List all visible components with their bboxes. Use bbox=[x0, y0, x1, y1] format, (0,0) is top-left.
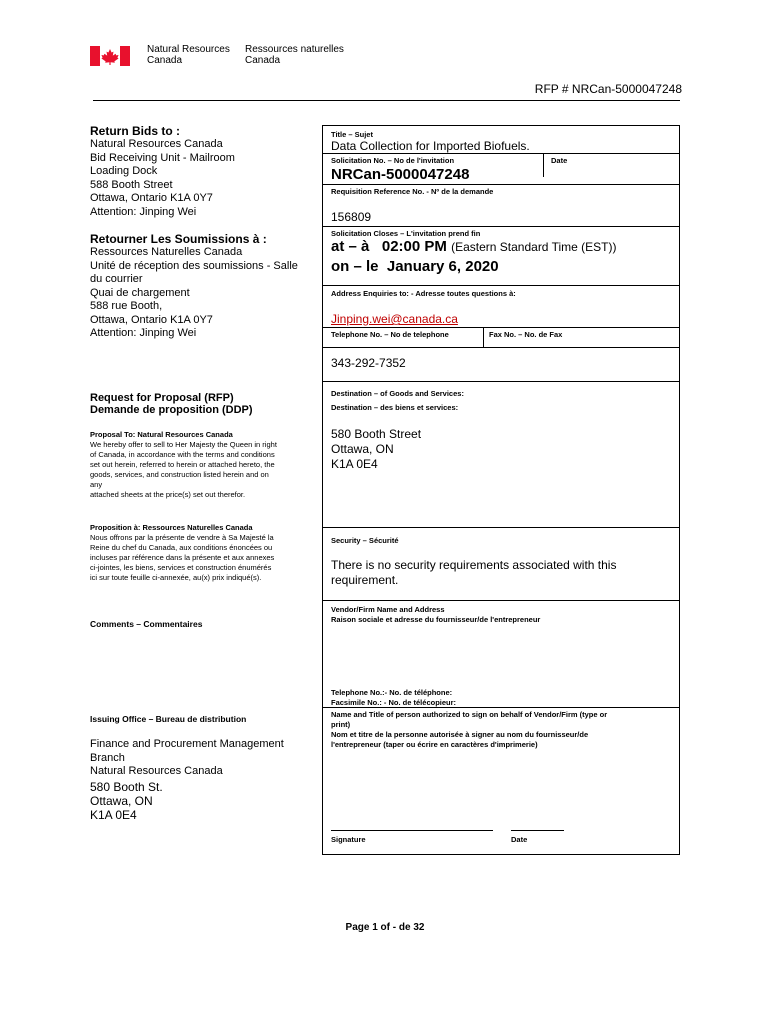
header-divider bbox=[93, 100, 680, 101]
solicitation-label: Solicitation No. – No de l'invitation bbox=[331, 156, 455, 165]
divider bbox=[323, 327, 679, 328]
divider bbox=[323, 381, 679, 382]
vendor-label-fr: Raison sociale et adresse du fournisseur/de l'entrepreneur bbox=[331, 615, 541, 624]
proposal-en-title: Proposal To: Natural Resources Canada bbox=[90, 430, 233, 439]
fax-label: Fax No. – No. de Fax bbox=[489, 330, 563, 339]
proposal-fr-text: Nous offrons par la présente de vendre à Sa Majesté la Reine du chef du Canada, aux conditions énoncées ou incluses par référence dans la présente et aux annexes ci-jointes, les biens, services et construction énumérés ici sur toute feuille ci-annexée, au(x) prix indiqué(s). bbox=[90, 533, 275, 582]
authorized-name-label: Name and Title of person authorized to sign on behalf of Vendor/Firm (type or print) Nom et titre de la personne autorisée à signer au nom du fournisseur/de l'entrepreneur (taper ou écrire en caractères d'imprimerie) bbox=[331, 710, 608, 749]
dept-name-fr: Ressources naturelles Canada bbox=[245, 44, 344, 66]
vendor-telephone-label: Telephone No.:- No. de téléphone: bbox=[331, 688, 453, 697]
comments-label: Comments – Commentaires bbox=[90, 619, 203, 629]
destination-address: 580 Booth Street Ottawa, ON K1A 0E4 bbox=[331, 427, 422, 471]
return-bids-section bbox=[90, 124, 315, 219]
closes-label: Solicitation Closes – L'invitation prend fin bbox=[331, 229, 481, 238]
return-bids-title: Return Bids to : bbox=[90, 124, 180, 138]
issuing-office-label: Issuing Office – Bureau de distribution bbox=[90, 714, 247, 724]
signature-line[interactable] bbox=[331, 830, 493, 831]
return-bids-address: Natural Resources Canada Bid Receiving Unit - Mailroom Loading Dock 588 Booth Street Ottawa, Ontario K1A 0Y7 Attention: Jinping Wei bbox=[90, 138, 235, 218]
proposal-fr-title: Proposition à: Ressources Naturelles Canada bbox=[90, 523, 253, 532]
retourner-title: Retourner Les Soumissions à : bbox=[90, 232, 267, 246]
security-label: Security – Sécurité bbox=[331, 536, 399, 545]
vendor-label-en: Vendor/Firm Name and Address bbox=[331, 605, 445, 614]
rfp-title-block bbox=[90, 392, 315, 416]
issuing-office-address: Finance and Procurement Management Branch Natural Resources Canada bbox=[90, 738, 284, 777]
canada-flag-icon bbox=[90, 46, 130, 66]
page-number: Page 1 of - de 32 bbox=[345, 922, 425, 933]
closes-time-line: at – à 02:00 PM (Eastern Standard Time (EST)) bbox=[331, 238, 617, 255]
divider bbox=[323, 600, 679, 601]
proposal-en-text: We hereby offer to sell to Her Majesty the Queen in right of Canada, in accordance with the terms and conditions set out herein, referred to herein or attached hereto, the goods, services, and construction listed herein and on any attached sheets at the price(s) set out therefor. bbox=[90, 440, 277, 499]
rfp-form-box bbox=[322, 125, 680, 855]
proposal-en-section bbox=[90, 430, 315, 500]
closes-date-line: on – le January 6, 2020 bbox=[331, 258, 499, 275]
divider bbox=[323, 184, 679, 185]
rfp-number: RFP # NRCan-5000047248 bbox=[534, 82, 682, 96]
divider bbox=[323, 347, 679, 348]
divider bbox=[543, 153, 544, 177]
retourner-section bbox=[90, 232, 315, 341]
requisition-value: 156809 bbox=[331, 210, 372, 224]
requisition-label: Requisition Reference No. - Nº de la demande bbox=[331, 187, 494, 196]
page-header bbox=[90, 44, 420, 68]
contact-email-link[interactable]: Jinping.wei@canada.ca bbox=[331, 312, 458, 326]
date-label: Date bbox=[551, 156, 568, 165]
divider bbox=[323, 527, 679, 528]
issuing-office-address-big: 580 Booth St. Ottawa, ON K1A 0E4 bbox=[90, 779, 163, 822]
signature-date-label: Date bbox=[511, 835, 528, 844]
title-label: Title – Sujet bbox=[331, 130, 373, 139]
retourner-address: Ressources Naturelles Canada Unité de réception des soumissions - Salle du courrier Quai de chargement 588 rue Booth, Ottawa, Ontario K1A 0Y7 Attention: Jinping Wei bbox=[90, 246, 298, 339]
divider bbox=[323, 285, 679, 286]
title-value: Data Collection for Imported Biofuels. bbox=[331, 139, 530, 153]
divider bbox=[323, 226, 679, 227]
signature-date-line[interactable] bbox=[511, 830, 564, 831]
divider bbox=[483, 327, 484, 347]
signature-label: Signature bbox=[331, 835, 366, 844]
issuing-office-section bbox=[90, 714, 315, 822]
security-value: There is no security requirements associated with this requirement. bbox=[331, 558, 617, 587]
phone-value: 343-292-7352 bbox=[331, 356, 406, 370]
vendor-fax-label: Facsimile No.: - No. de télécopieur: bbox=[331, 698, 457, 707]
destination-label-en: Destination – of Goods and Services: bbox=[331, 389, 464, 398]
rfp-title-en: Request for Proposal (RFP) bbox=[90, 392, 234, 404]
rfp-title-fr: Demande de proposition (DDP) bbox=[90, 404, 253, 416]
address-enquiries-label: Address Enquiries to: - Adresse toutes questions à: bbox=[331, 289, 516, 298]
destination-label-fr: Destination – des biens et services: bbox=[331, 403, 459, 412]
proposal-fr-section bbox=[90, 523, 315, 583]
phone-label: Telephone No. – No de telephone bbox=[331, 330, 449, 339]
divider bbox=[323, 707, 679, 708]
dept-name-en: Natural Resources Canada bbox=[147, 44, 230, 66]
solicitation-value: NRCan-5000047248 bbox=[331, 166, 470, 183]
divider bbox=[323, 153, 679, 154]
